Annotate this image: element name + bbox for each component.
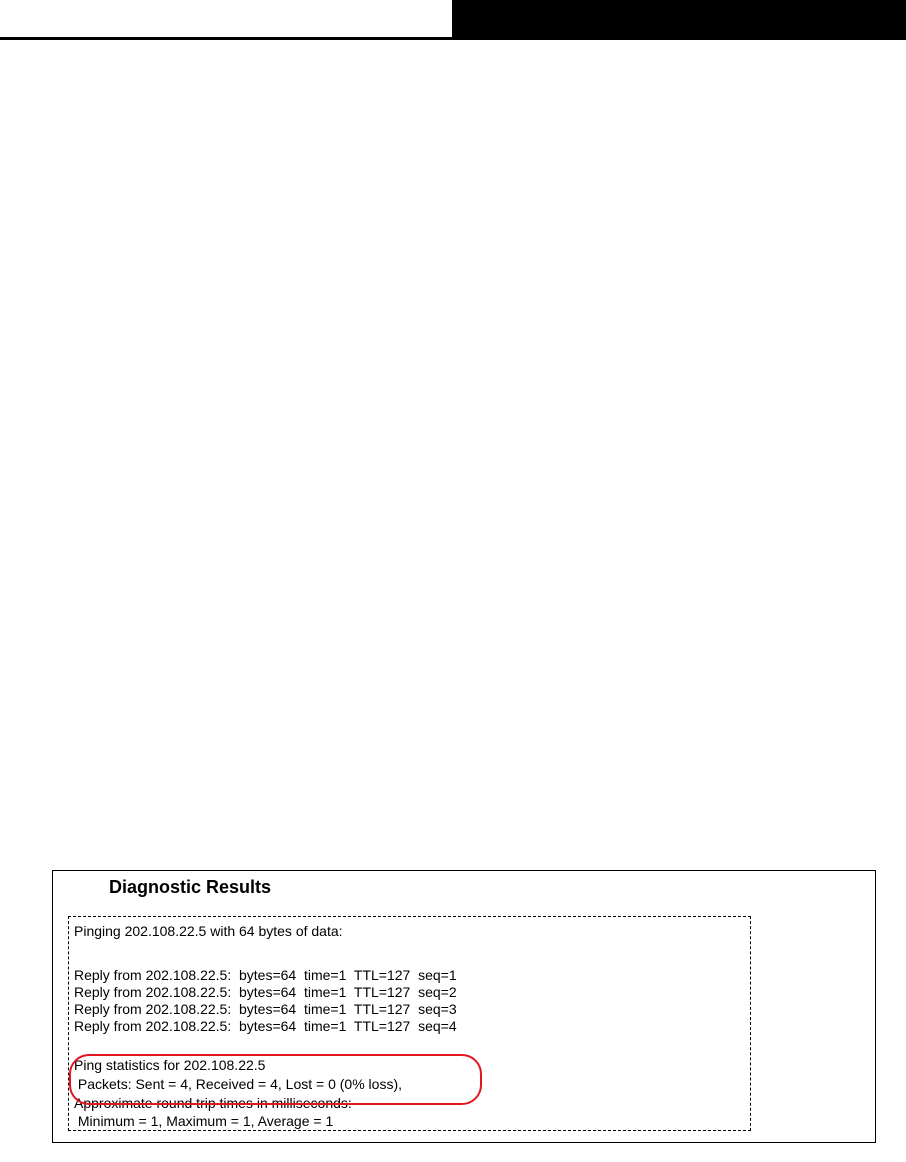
output-line: Pinging 202.108.22.5 with 64 bytes of data: xyxy=(74,923,343,939)
output-line: Reply from 202.108.22.5: bytes=64 time=1 TTL=127 seq=4 xyxy=(74,1018,457,1034)
packet-statistics-highlight xyxy=(69,1054,482,1105)
output-line: Minimum = 1, Maximum = 1, Average = 1 xyxy=(74,1113,334,1129)
diagnostic-results-figure xyxy=(52,870,876,1143)
header-rule xyxy=(0,37,906,40)
output-line: Packets: Sent = 4, Received = 4, Lost = 0 (0% loss), xyxy=(74,1076,403,1092)
output-line: Approximate round trip times in milliseconds: xyxy=(74,1095,352,1111)
output-line: Ping statistics for 202.108.22.5 xyxy=(74,1057,266,1073)
results-output-panel xyxy=(68,916,751,1131)
output-line: Reply from 202.108.22.5: bytes=64 time=1 TTL=127 seq=3 xyxy=(74,1001,457,1017)
output-line: Reply from 202.108.22.5: bytes=64 time=1 TTL=127 seq=1 xyxy=(74,967,457,983)
figure-title: Diagnostic Results xyxy=(109,877,272,897)
output-line: Reply from 202.108.22.5: bytes=64 time=1 TTL=127 seq=2 xyxy=(74,984,457,1000)
header-black-bar xyxy=(452,0,906,38)
